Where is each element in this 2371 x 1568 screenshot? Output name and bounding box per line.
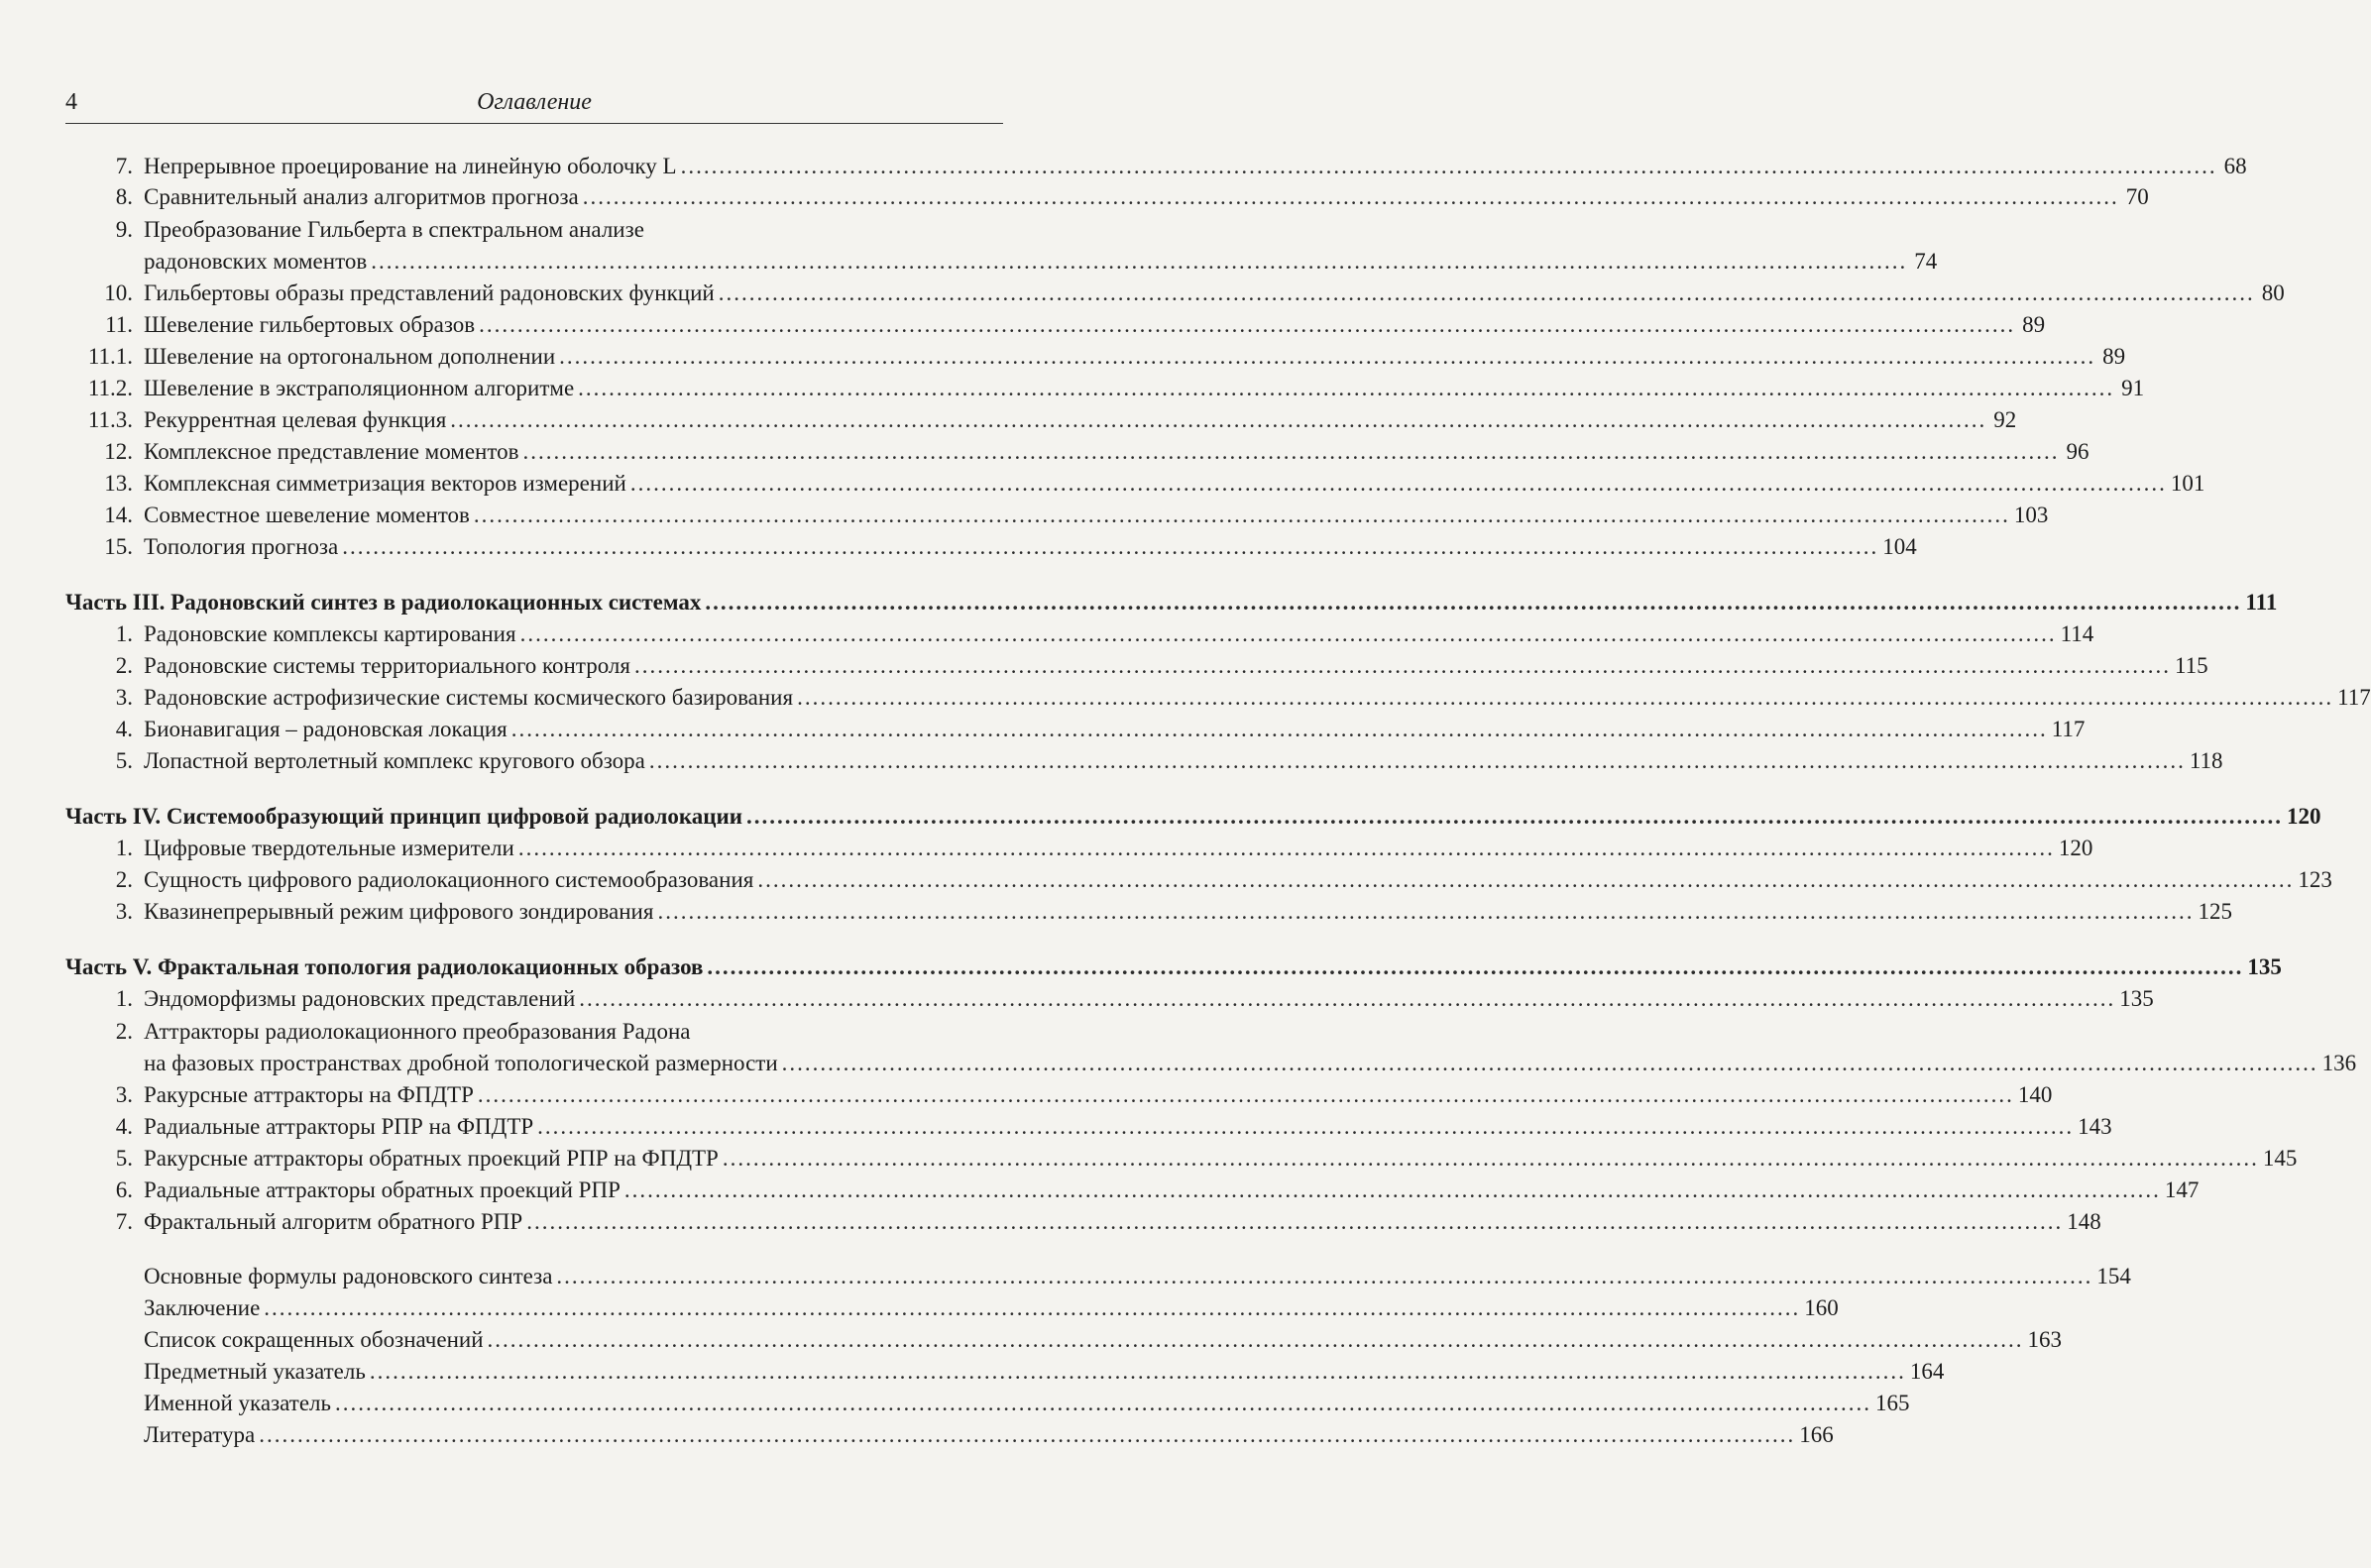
toc-entry-title: Предметный указатель — [144, 1359, 366, 1384]
toc-entry-title: Непрерывное проецирование на линейную оболочку L — [144, 154, 677, 178]
dot-leader: ........................................................................................................................................................................................................ — [705, 590, 2242, 615]
toc-entry — [0, 1356, 1945, 1388]
toc-entry-title: Сущность цифрового радиолокационного системообразования — [144, 867, 754, 892]
toc-entry — [0, 1324, 2063, 1356]
toc-entry-title: Эндоморфизмы радоновских представлений — [144, 986, 576, 1011]
toc-entry-title: Рекуррентная целевая функция — [144, 407, 447, 432]
toc-entry-title: радоновских моментов — [144, 249, 368, 274]
toc-entry — [0, 1175, 2200, 1206]
toc-entry-number: 5. — [115, 748, 133, 773]
toc-entry — [0, 341, 2126, 373]
toc-entry — [0, 864, 2332, 896]
page-number: 4 — [65, 89, 77, 115]
toc-entry-number: 11.3. — [87, 407, 133, 432]
dot-leader: ........................................................................................................................................................................................................ — [680, 154, 2217, 178]
toc-entry-title: Квазинепрерывный режим цифрового зондирования — [144, 899, 654, 924]
toc-entry — [0, 1292, 1839, 1324]
toc-entry-page: 70 — [2125, 184, 2149, 209]
toc-part-heading — [0, 952, 2282, 983]
toc-entry-page: 147 — [2164, 1177, 2200, 1202]
toc-entry-title: Шевеление в экстраполяционном алгоритме — [144, 376, 575, 400]
dot-leader: ........................................................................................................................................................................................................ — [707, 954, 2244, 979]
toc-entry-page: 68 — [2223, 154, 2247, 178]
toc-entry-page: 111 — [2245, 590, 2278, 615]
page-header — [65, 83, 1003, 124]
toc-entry-title: Шевеление на ортогональном дополнении — [144, 344, 556, 369]
toc-entry-title: Преобразование Гильберта в спектральном анализе — [144, 217, 644, 242]
dot-leader: ........................................................................................................................................................................................................ — [342, 534, 1879, 559]
toc-entry-title: Часть IV. Системообразующий принцип цифровой радиолокации — [65, 804, 743, 829]
toc-entry-title: Основные формулы радоновского синтеза — [144, 1264, 553, 1288]
toc-entry-title: Именной указатель — [144, 1391, 332, 1415]
dot-leader: ........................................................................................................................................................................................................ — [757, 867, 2295, 892]
toc-entry-page: 120 — [2058, 836, 2093, 860]
toc-entry-title: Шевеление гильбертовых образов — [144, 312, 476, 337]
toc-entry-number: 4. — [115, 1114, 133, 1139]
dot-leader: ........................................................................................................................................................................................................ — [371, 249, 1908, 274]
toc-entry-number: 1. — [115, 836, 133, 860]
toc-entry — [0, 1419, 1834, 1451]
toc-entry — [0, 278, 2285, 309]
toc-entry-page: 101 — [2170, 471, 2205, 496]
toc-entry-title: Совместное шевеление моментов — [144, 503, 470, 527]
toc-entry — [0, 500, 2049, 531]
toc-entry-title: Радоновские комплексы картирования — [144, 621, 516, 646]
toc-entry — [0, 833, 2093, 864]
toc-entry-number: 7. — [115, 1209, 133, 1234]
toc-entry-page: 120 — [2287, 804, 2321, 829]
dot-leader: ........................................................................................................................................................................................................ — [559, 344, 2096, 369]
toc-entry — [0, 1206, 2101, 1238]
toc-entry-page: 165 — [1875, 1391, 1910, 1415]
toc-entry-title: Бионавигация – радоновская локация — [144, 717, 508, 741]
toc-entry-title: Заключение — [144, 1295, 261, 1320]
toc-entry-page: 80 — [2261, 280, 2285, 305]
toc-entry-page: 135 — [2247, 954, 2282, 979]
toc-entry-title: Комплексная симметризация векторов измерений — [144, 471, 626, 496]
dot-leader: ........................................................................................................................................................................................................ — [579, 986, 2116, 1011]
toc-entry-title: Фрактальный алгоритм обратного РПР — [144, 1209, 523, 1234]
toc-entry-title: Аттракторы радиолокационного преобразования Радона — [144, 1019, 691, 1044]
toc-entry-number: 15. — [104, 534, 133, 559]
toc-entry-page: 103 — [2013, 503, 2049, 527]
toc-entry-page: 89 — [2022, 312, 2046, 337]
toc-part-heading — [0, 801, 2321, 833]
toc-entry — [0, 1143, 2298, 1175]
dot-leader: ........................................................................................................................................................................................................ — [657, 899, 2195, 924]
dot-leader: ........................................................................................................................................................................................................ — [335, 1391, 1872, 1415]
toc-entry-page: 163 — [2027, 1327, 2063, 1352]
toc-entry-title: Список сокращенных обозначений — [144, 1327, 484, 1352]
toc-entry-number: 4. — [115, 717, 133, 741]
dot-leader: ........................................................................................................................................................................................................ — [369, 1359, 1906, 1384]
toc-entry-number: 1. — [115, 621, 133, 646]
running-title: Оглавление — [477, 89, 592, 115]
toc-entry-title: Литература — [144, 1422, 256, 1447]
toc-entry-title: Лопастной вертолетный комплекс кругового обзора — [144, 748, 645, 773]
dot-leader: ........................................................................................................................................................................................................ — [526, 1209, 2064, 1234]
dot-leader: ........................................................................................................................................................................................................ — [722, 1146, 2259, 1171]
toc-entry-number: 2. — [115, 653, 133, 678]
toc-entry — [0, 151, 2247, 182]
toc-entry-number: 3. — [115, 1082, 133, 1107]
dot-leader: ........................................................................................................................................................................................................ — [510, 717, 2048, 741]
toc-entry — [0, 181, 2149, 213]
toc-entry — [0, 531, 1917, 563]
toc-entry-title: Ракурсные аттракторы на ФПДТР — [144, 1082, 474, 1107]
toc-entry-title: Гильбертовы образы представлений радоновских функций — [144, 280, 715, 305]
toc-entry-title: Радоновские астрофизические системы космического базирования — [144, 685, 794, 710]
toc-entry-number: 9. — [115, 217, 133, 242]
dot-leader: ........................................................................................................................................................................................................ — [517, 836, 2055, 860]
toc-entry-title: Сравнительный анализ алгоритмов прогноза — [144, 184, 579, 209]
toc-entry — [0, 404, 2017, 436]
toc-entry-number: 3. — [115, 685, 133, 710]
toc-entry — [0, 745, 2223, 777]
toc-entry — [0, 1111, 2112, 1143]
dot-leader: ........................................................................................................................................................................................................ — [473, 503, 2010, 527]
toc-entry-number: 2. — [115, 867, 133, 892]
toc-entry — [0, 1016, 1062, 1048]
toc-entry — [0, 1079, 2053, 1111]
toc-entry-page: 140 — [2017, 1082, 2053, 1107]
toc-entry — [0, 436, 2089, 468]
toc-entry-page: 164 — [1909, 1359, 1945, 1384]
toc-entry — [0, 714, 2086, 745]
toc-entry-title: Радиальные аттракторы обратных проекций РПР — [144, 1177, 621, 1202]
toc-entry — [0, 214, 1062, 246]
toc-entry-number: 13. — [104, 471, 133, 496]
toc-entry-page: 145 — [2262, 1146, 2298, 1171]
toc-entry-number: 7. — [115, 154, 133, 178]
dot-leader: ........................................................................................................................................................................................................ — [578, 376, 2115, 400]
toc-entry — [0, 1048, 2357, 1079]
toc-entry-number: 2. — [115, 1019, 133, 1044]
dot-leader: ........................................................................................................................................................................................................ — [556, 1264, 2093, 1288]
toc-entry-title: Топология прогноза — [144, 534, 339, 559]
toc-entry-title: на фазовых пространствах дробной топологической размерности — [144, 1051, 778, 1075]
toc-entry-page: 154 — [2096, 1264, 2131, 1288]
toc-entry-number: 14. — [104, 503, 133, 527]
toc-entry-page: 118 — [2189, 748, 2223, 773]
dot-leader: ........................................................................................................................................................................................................ — [797, 685, 2334, 710]
toc-entry — [0, 246, 1938, 278]
dot-leader: ........................................................................................................................................................................................................ — [479, 312, 2016, 337]
toc-entry-page: 160 — [1804, 1295, 1839, 1320]
toc-entry-page: 148 — [2067, 1209, 2101, 1234]
dot-leader: ........................................................................................................................................................................................................ — [450, 407, 1987, 432]
toc-entry — [0, 309, 2046, 341]
dot-leader: ........................................................................................................................................................................................................ — [623, 1177, 2161, 1202]
dot-leader: ........................................................................................................................................................................................................ — [477, 1082, 2014, 1107]
toc-part-heading — [0, 587, 2278, 618]
dot-leader: ........................................................................................................................................................................................................ — [264, 1295, 1801, 1320]
toc-entry-page: 143 — [2078, 1114, 2112, 1139]
dot-leader: ........................................................................................................................................................................................................ — [487, 1327, 2024, 1352]
toc-entry — [0, 650, 2208, 682]
toc-entry-page: 117 — [2337, 685, 2371, 710]
toc-entry-title: Часть V. Фрактальная топология радиолокационных образов — [65, 954, 704, 979]
dot-leader: ........................................................................................................................................................................................................ — [718, 280, 2255, 305]
toc-entry-title: Радоновские системы территориального контроля — [144, 653, 630, 678]
toc-entry — [0, 983, 2154, 1015]
toc-entry-title: Цифровые твердотельные измерители — [144, 836, 514, 860]
toc-entry-page: 136 — [2321, 1051, 2357, 1075]
toc-entry-page: 74 — [1914, 249, 1938, 274]
toc-entry-page: 123 — [2298, 867, 2332, 892]
toc-entry-page: 135 — [2119, 986, 2154, 1011]
toc-entry-number: 11.1. — [87, 344, 133, 369]
dot-leader: ........................................................................................................................................................................................................ — [582, 184, 2119, 209]
toc-entry — [0, 1388, 1910, 1419]
toc-entry-page: 96 — [2066, 439, 2089, 464]
toc-entry-page: 114 — [2060, 621, 2094, 646]
toc-entry-number: 11. — [105, 312, 133, 337]
toc-entry-page: 91 — [2121, 376, 2145, 400]
toc-entry-number: 3. — [115, 899, 133, 924]
toc-entry — [0, 468, 2205, 500]
toc-entry-page: 92 — [1993, 407, 2017, 432]
toc-entry-number: 1. — [115, 986, 133, 1011]
toc-entry — [0, 618, 2094, 650]
toc-entry-number: 5. — [115, 1146, 133, 1171]
dot-leader: ........................................................................................................................................................................................................ — [648, 748, 2186, 773]
toc-entry-page: 115 — [2174, 653, 2208, 678]
dot-leader: ........................................................................................................................................................................................................ — [633, 653, 2171, 678]
toc-entry-title: Часть III. Радоновский синтез в радиолокационных системах — [65, 590, 702, 615]
dot-leader: ........................................................................................................................................................................................................ — [781, 1051, 2318, 1075]
dot-leader: ........................................................................................................................................................................................................ — [522, 439, 2060, 464]
dot-leader: ........................................................................................................................................................................................................ — [746, 804, 2284, 829]
toc-entry-page: 125 — [2198, 899, 2232, 924]
toc-entry-number: 6. — [115, 1177, 133, 1202]
toc-entry-page: 89 — [2102, 344, 2126, 369]
dot-leader: ........................................................................................................................................................................................................ — [629, 471, 2167, 496]
toc-entry-title: Ракурсные аттракторы обратных проекций РПР на ФПДТР — [144, 1146, 719, 1171]
toc-entry-page: 104 — [1882, 534, 1917, 559]
toc-entry-title: Радиальные аттракторы РПР на ФПДТР — [144, 1114, 534, 1139]
toc-entry-number: 11.2. — [87, 376, 133, 400]
toc-entry-title: Комплексное представление моментов — [144, 439, 519, 464]
toc-entry — [0, 896, 2232, 928]
toc-entry-number: 8. — [115, 184, 133, 209]
toc-entry — [0, 373, 2145, 404]
toc-entry-page: 166 — [1799, 1422, 1834, 1447]
toc-entry — [0, 682, 2371, 714]
toc-entry — [0, 1261, 2131, 1292]
dot-leader: ........................................................................................................................................................................................................ — [519, 621, 2057, 646]
toc-entry-number: 12. — [104, 439, 133, 464]
dot-leader: ........................................................................................................................................................................................................ — [537, 1114, 2075, 1139]
dot-leader: ........................................................................................................................................................................................................ — [259, 1422, 1796, 1447]
toc-entry-number: 10. — [104, 280, 133, 305]
toc-entry-page: 117 — [2051, 717, 2086, 741]
